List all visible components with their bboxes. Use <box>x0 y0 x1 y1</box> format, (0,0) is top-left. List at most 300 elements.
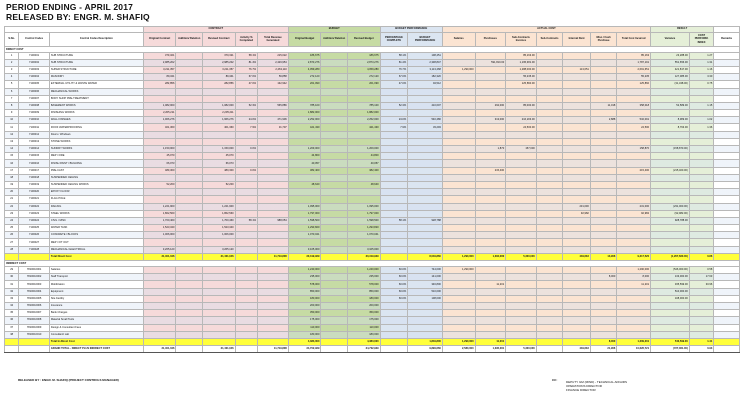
table-cell <box>408 160 443 167</box>
table-row[interactable] <box>5 288 740 295</box>
table-cell <box>536 81 563 88</box>
table-row[interactable] <box>5 203 740 210</box>
table-row[interactable] <box>5 232 740 239</box>
table-cell <box>506 317 537 324</box>
table-row[interactable] <box>5 210 740 217</box>
table-row[interactable] <box>5 274 740 281</box>
table-cell <box>176 181 203 188</box>
table-cell <box>617 246 651 253</box>
table-cell <box>408 131 443 138</box>
table-cell: 48,640 <box>347 181 380 188</box>
table-cell <box>321 239 348 246</box>
table-row[interactable] <box>5 160 740 167</box>
table-row[interactable] <box>5 52 740 59</box>
table-cell <box>176 288 203 295</box>
table-cell: 110,000 <box>288 324 321 331</box>
table-row[interactable] <box>5 74 740 81</box>
table-cell: MECHANICAL/ ELECTRICAL <box>49 246 143 253</box>
table-cell <box>408 239 443 246</box>
table-row[interactable] <box>5 239 740 246</box>
table-cell: 785,100 <box>347 102 380 109</box>
table-cell: Total In-Direct Cost <box>49 338 143 345</box>
table-cell <box>321 225 348 232</box>
table-cell: 2 <box>5 59 19 66</box>
table-cell <box>475 131 506 138</box>
table-cell: 1.41 <box>689 338 713 345</box>
table-cell <box>258 225 289 232</box>
table-cell <box>442 239 475 246</box>
table-cell: 7 <box>5 95 19 102</box>
table-cell: SUSPENDED CEILING <box>49 174 143 181</box>
direct-total-row[interactable] <box>5 253 740 260</box>
table-cell <box>689 246 713 253</box>
table-cell: 31,401,046 <box>143 346 176 353</box>
table-cell: 2,252,000 <box>288 117 321 124</box>
table-cell <box>380 210 408 217</box>
table-cell <box>380 302 408 309</box>
table-cell: 510,000 <box>408 288 443 295</box>
table-cell: 3,113,468 <box>408 66 443 73</box>
table-cell: 7810010010 <box>19 331 50 338</box>
table-cell <box>590 138 617 145</box>
table-cell <box>506 225 537 232</box>
table-cell <box>235 232 257 239</box>
table-row[interactable] <box>5 66 740 73</box>
table-cell <box>380 338 408 345</box>
table-cell: 282,856 <box>202 81 235 88</box>
table-cell <box>321 81 348 88</box>
table-cell <box>380 203 408 210</box>
table-cell: 1.27 <box>689 52 713 59</box>
table-row[interactable] <box>5 81 740 88</box>
table-cell: 23 <box>5 210 19 217</box>
table-cell: 7100015 <box>19 153 50 160</box>
table-cell: 182,320 <box>408 74 443 81</box>
table-cell <box>563 131 591 138</box>
table-cell <box>506 167 537 174</box>
table-cell: 928,788.00 <box>651 217 690 224</box>
table-cell <box>321 102 348 109</box>
table-cell: 540,480 <box>408 117 443 124</box>
table-row[interactable] <box>5 310 740 317</box>
table-cell: Insurance <box>49 302 143 309</box>
table-cell: 60.0% <box>380 295 408 302</box>
table-cell: 282,856 <box>143 81 176 88</box>
table-cell <box>321 232 348 239</box>
table-cell: MEP / FIRE <box>49 153 143 160</box>
table-cell <box>202 302 235 309</box>
table-cell <box>617 95 651 102</box>
table-cell <box>536 232 563 239</box>
table-cell: 19 <box>5 181 19 188</box>
table-cell <box>176 102 203 109</box>
table-cell <box>321 217 348 224</box>
table-row[interactable] <box>5 281 740 288</box>
table-cell <box>714 153 740 160</box>
table-cell <box>563 267 591 274</box>
table-cell: 3,211,357 <box>202 66 235 73</box>
table-cell: 3,105,000 <box>347 246 380 253</box>
table-cell <box>202 281 235 288</box>
table-cell <box>321 181 348 188</box>
table-cell: 1,870 <box>475 146 506 153</box>
table-cell <box>442 203 475 210</box>
table-cell <box>590 174 617 181</box>
table-cell: 7100014 <box>19 146 50 153</box>
table-cell: MECHANICAL WORKS <box>49 88 143 95</box>
table-cell: 3,265,120 <box>202 246 235 253</box>
table-cell <box>442 146 475 153</box>
table-row[interactable] <box>5 225 740 232</box>
table-cell <box>176 338 203 345</box>
table-cell: 180,000 <box>288 331 321 338</box>
table-cell <box>380 196 408 203</box>
table-cell: 7100009 <box>19 110 50 117</box>
table-cell: 76.7% <box>235 66 257 73</box>
column-header: S.No. <box>5 32 19 46</box>
table-cell: 67.0% <box>380 74 408 81</box>
table-cell: 988,054 <box>258 217 289 224</box>
table-cell <box>442 225 475 232</box>
column-header: Purchases <box>475 32 506 46</box>
table-cell: 127,085.00 <box>651 74 690 81</box>
table-cell: BASEMENT WORKS <box>49 102 143 109</box>
table-cell <box>321 338 348 345</box>
table-cell <box>176 295 203 302</box>
table-cell <box>442 281 475 288</box>
table-cell: SUB STRUCTURE <box>49 59 143 66</box>
table-cell: Material Small Tools <box>49 317 143 324</box>
table-cell <box>617 232 651 239</box>
table-cell <box>475 81 506 88</box>
table-cell <box>590 232 617 239</box>
table-cell: 421,430 <box>347 124 380 131</box>
table-cell: 551,656.00 <box>651 59 690 66</box>
table-cell: 1,290,000 <box>442 253 475 260</box>
table-cell <box>258 267 289 274</box>
table-cell <box>258 324 289 331</box>
table-cell <box>506 274 537 281</box>
table-cell: 235,000 <box>347 274 380 281</box>
table-cell <box>442 138 475 145</box>
table-cell: 1,797,000 <box>288 210 321 217</box>
table-cell: Site Facility <box>49 295 143 302</box>
table-cell: 1,070,041 <box>288 232 321 239</box>
table-cell: 13 <box>5 138 19 145</box>
table-cell: 215,022 <box>258 52 289 59</box>
table-cell: 235,000 <box>288 274 321 281</box>
table-cell: 578,000 <box>288 281 321 288</box>
table-cell <box>590 225 617 232</box>
table-cell: 1,309,201 <box>617 338 651 345</box>
table-cell: 200,000 <box>288 302 321 309</box>
table-row[interactable] <box>5 324 740 331</box>
table-row[interactable] <box>5 174 740 181</box>
table-cell <box>408 310 443 317</box>
table-cell <box>176 346 203 353</box>
table-row[interactable] <box>5 110 740 117</box>
table-cell <box>202 317 235 324</box>
table-cell <box>408 88 443 95</box>
table-cell <box>442 52 475 59</box>
table-cell: 7810010006 <box>19 302 50 309</box>
table-cell <box>442 210 475 217</box>
table-cell: 4,059,280 <box>288 66 321 73</box>
table-cell <box>442 95 475 102</box>
table-cell <box>408 95 443 102</box>
table-cell: 2,691,651 <box>617 66 651 73</box>
table-cell <box>202 174 235 181</box>
table-cell <box>235 346 257 353</box>
table-cell <box>258 274 289 281</box>
table-cell <box>714 253 740 260</box>
table-cell: 1.02 <box>689 117 713 124</box>
table-cell <box>563 124 591 131</box>
table-cell <box>475 74 506 81</box>
table-cell <box>475 95 506 102</box>
table-row[interactable] <box>5 138 740 145</box>
table-cell <box>176 225 203 232</box>
table-row[interactable] <box>5 267 740 274</box>
table-cell: 45,070 <box>202 153 235 160</box>
table-cell <box>506 160 537 167</box>
table-cell <box>258 160 289 167</box>
table-cell <box>590 110 617 117</box>
table-cell <box>651 153 690 160</box>
table-cell: 382,400 <box>288 167 321 174</box>
table-cell: 5,330,000 <box>506 253 537 260</box>
table-cell: 60.0% <box>380 288 408 295</box>
table-cell <box>235 88 257 95</box>
table-cell <box>536 210 563 217</box>
table-cell <box>202 295 235 302</box>
table-row[interactable] <box>5 196 740 203</box>
table-cell: 60.0% <box>380 267 408 274</box>
table-cell: 11,719,808 <box>258 346 289 353</box>
table-row[interactable] <box>5 131 740 138</box>
table-row[interactable] <box>5 146 740 153</box>
table-cell: 66,073 <box>143 160 176 167</box>
table-row[interactable] <box>5 331 740 338</box>
table-cell <box>176 66 203 73</box>
table-cell: 132,942 <box>258 81 289 88</box>
table-cell <box>563 146 591 153</box>
table-cell: 66,073 <box>202 160 235 167</box>
table-cell <box>321 302 348 309</box>
table-cell <box>689 310 713 317</box>
report-period-title: PERIOD ENDING - APRIL 2017 <box>6 2 134 12</box>
table-cell: 4,383,000 <box>347 338 380 345</box>
column-header: Total Cost Incurred <box>617 32 651 46</box>
column-header: Revised Contract <box>202 32 235 46</box>
table-cell <box>689 153 713 160</box>
table-cell <box>714 160 740 167</box>
table-cell <box>143 281 176 288</box>
table-cell <box>651 131 690 138</box>
table-cell: 1,290,000 <box>442 66 475 73</box>
table-cell <box>536 281 563 288</box>
table-cell: 133,000.00 <box>651 274 690 281</box>
table-cell <box>235 267 257 274</box>
table-cell: 33,293 <box>408 124 443 131</box>
table-row[interactable] <box>5 217 740 224</box>
table-cell: 7100024 <box>19 217 50 224</box>
table-cell <box>288 174 321 181</box>
table-cell <box>143 295 176 302</box>
table-cell: 85,163.00 <box>506 52 537 59</box>
table-cell: 2,985,202 <box>202 59 235 66</box>
table-cell: Design & Consultant Fees <box>49 324 143 331</box>
table-cell <box>235 131 257 138</box>
table-cell: Total Direct Cost <box>49 253 143 260</box>
table-cell: 1,598,500 <box>288 217 321 224</box>
table-cell <box>689 302 713 309</box>
table-cell: 7100027 <box>19 239 50 246</box>
table-row[interactable] <box>5 246 740 253</box>
table-cell: 11 <box>5 124 19 131</box>
table-cell <box>176 110 203 117</box>
table-cell <box>235 338 257 345</box>
table-cell <box>617 310 651 317</box>
table-cell <box>380 317 408 324</box>
table-cell <box>321 281 348 288</box>
table-row[interactable] <box>5 124 740 131</box>
table-cell <box>536 346 563 353</box>
table-cell: 7100013 <box>19 138 50 145</box>
table-row[interactable] <box>5 167 740 174</box>
group-contract: CONTRACT <box>143 27 288 33</box>
table-cell <box>176 239 203 246</box>
table-row[interactable] <box>5 153 740 160</box>
table-cell: 8,793.00 <box>651 124 690 131</box>
table-cell <box>617 181 651 188</box>
table-cell: 27 <box>5 239 19 246</box>
table-cell: 158,870 <box>617 146 651 153</box>
table-row[interactable] <box>5 317 740 324</box>
table-cell: 2,205,211 <box>202 110 235 117</box>
table-cell <box>176 232 203 239</box>
table-cell <box>380 324 408 331</box>
table-row[interactable] <box>5 95 740 102</box>
table-cell <box>202 338 235 345</box>
table-cell <box>258 138 289 145</box>
table-cell <box>651 88 690 95</box>
table-row[interactable] <box>5 189 740 196</box>
table-cell: 0.58 <box>689 267 713 274</box>
table-cell <box>475 225 506 232</box>
table-cell <box>590 160 617 167</box>
table-row[interactable] <box>5 59 740 66</box>
table-row[interactable] <box>5 117 740 124</box>
table-cell <box>235 253 257 260</box>
table-cell: 81.4% <box>235 59 257 66</box>
table-cell: 532,091 <box>617 117 651 124</box>
table-row[interactable] <box>5 181 740 188</box>
table-cell: 2,580,000 <box>442 346 475 353</box>
table-cell <box>590 210 617 217</box>
indirect-total-row[interactable] <box>5 338 740 345</box>
table-cell: 175,000 <box>288 317 321 324</box>
table-cell <box>617 153 651 160</box>
table-cell: 1,209,000 <box>288 146 321 153</box>
table-cell <box>321 203 348 210</box>
table-cell: 591,810.00 <box>475 59 506 66</box>
table-cell <box>202 196 235 203</box>
table-cell <box>258 95 289 102</box>
table-cell <box>258 246 289 253</box>
table-cell: 85,163 <box>617 52 651 59</box>
table-cell <box>651 324 690 331</box>
table-cell <box>536 203 563 210</box>
table-cell: 7100018 <box>19 174 50 181</box>
table-cell: 1,070,041 <box>347 232 380 239</box>
table-cell: 449,633 <box>563 346 591 353</box>
table-cell: GRAND TOTAL - DIRECT PLUS INDIRECT COST <box>49 346 143 353</box>
table-cell <box>176 81 203 88</box>
table-cell <box>176 52 203 59</box>
table-cell: 4 <box>5 74 19 81</box>
table-cell <box>442 288 475 295</box>
table-cell <box>19 253 50 260</box>
table-cell: 34 <box>5 302 19 309</box>
table-row[interactable] <box>5 102 740 109</box>
table-cell <box>202 95 235 102</box>
table-cell <box>442 153 475 160</box>
table-cell <box>563 102 591 109</box>
table-cell: EXTERNAL UTILITY & WASTE WATER <box>49 81 143 88</box>
group-budget-performance: BUDGET PERFORMANCE <box>380 27 442 33</box>
table-cell: 1,290,000 <box>442 338 475 345</box>
table-cell: 31,401,046 <box>143 253 176 260</box>
table-cell <box>536 331 563 338</box>
table-cell <box>380 153 408 160</box>
table-cell <box>714 74 740 81</box>
table-cell: 0.93 <box>689 346 713 353</box>
table-cell <box>321 138 348 145</box>
table-cell <box>651 174 690 181</box>
table-cell: SUSPENDED CEILING WORKS <box>49 181 143 188</box>
table-cell <box>536 338 563 345</box>
table-cell: 7100017 <box>19 167 50 174</box>
table-cell <box>321 110 348 117</box>
column-header: Sub-Contracts <box>536 32 563 46</box>
table-row[interactable] <box>5 295 740 302</box>
table-cell: 5 <box>5 81 19 88</box>
grand-total-row[interactable] <box>5 346 740 353</box>
table-cell <box>475 153 506 160</box>
table-cell: 2,873,276 <box>347 59 380 66</box>
table-row[interactable] <box>5 88 740 95</box>
table-cell <box>408 196 443 203</box>
table-cell <box>321 117 348 124</box>
table-cell <box>380 131 408 138</box>
table-cell <box>442 274 475 281</box>
table-cell: 928,788 <box>408 217 443 224</box>
table-cell <box>506 88 537 95</box>
table-cell <box>408 232 443 239</box>
table-cell <box>506 210 537 217</box>
table-cell <box>590 239 617 246</box>
table-cell: BODY SHOP PRE-TREATMENT <box>49 95 143 102</box>
table-row[interactable] <box>5 302 740 309</box>
cost-report-sheet[interactable] <box>4 26 740 370</box>
table-cell: 180,000 <box>288 295 321 302</box>
table-cell: 7.9% <box>380 124 408 131</box>
column-header: PERCENTAGE COMPLETE <box>380 32 408 46</box>
table-cell <box>689 196 713 203</box>
table-cell <box>442 160 475 167</box>
table-cell <box>506 95 537 102</box>
